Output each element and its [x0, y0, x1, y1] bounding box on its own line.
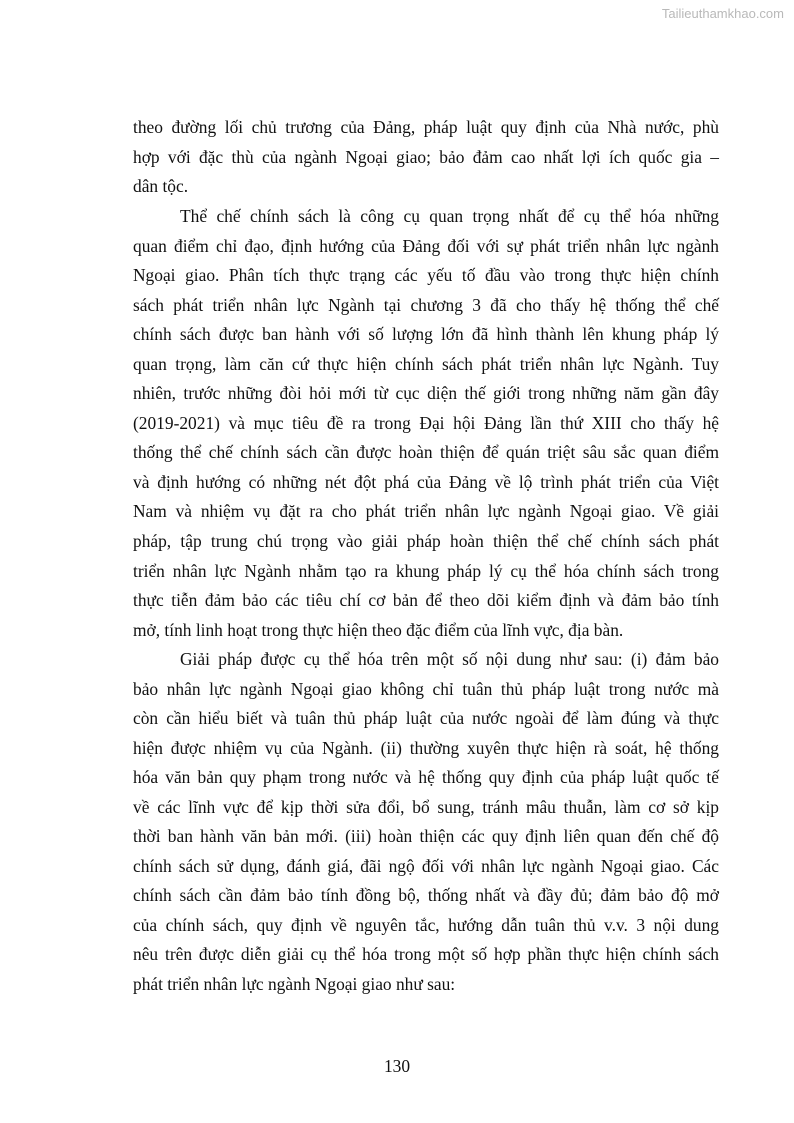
body-text-line: bảo nhân lực ngành Ngoại giao không chỉ tuân thủ pháp luật trong nước mà	[133, 679, 719, 699]
body-text-line: thực tiễn đảm bảo các tiêu chí cơ bản để theo dõi kiểm định và đảm bảo tính	[133, 590, 719, 610]
body-text-line: chính sách được ban hành với số lượng lớn đã hình thành lên khung pháp lý	[133, 324, 719, 344]
body-text-line: nhiên, trước những đòi hỏi mới từ cục diện thế giới trong những năm gần đây	[133, 383, 719, 403]
body-text-line: hợp với đặc thù của ngành Ngoại giao; bảo đảm cao nhất lợi ích quốc gia –	[133, 147, 719, 167]
body-text-line: pháp, tập trung chú trọng vào giải pháp hoàn thiện thể chế chính sách phát	[133, 531, 719, 551]
body-text-line: về các lĩnh vực để kịp thời sửa đổi, bổ sung, tránh mâu thuẫn, làm cơ sở kịp	[133, 797, 719, 817]
body-text-line: (2019-2021) và mục tiêu đề ra trong Đại hội Đảng lần thứ XIII cho thấy hệ	[133, 413, 719, 433]
body-text-line: quan trọng, làm căn cứ thực hiện chính sách phát triển nhân lực Ngành. Tuy	[133, 354, 719, 374]
watermark-text: Tailieuthamkhao.com	[661, 6, 784, 21]
body-text-line: Thể chế chính sách là công cụ quan trọng nhất để cụ thể hóa những	[180, 206, 719, 226]
body-text-line: quan điểm chỉ đạo, định hướng của Đảng đối với sự phát triển nhân lực ngành	[133, 236, 719, 256]
body-text-line: Ngoại giao. Phân tích thực trạng các yếu tố đầu vào trong thực hiện chính	[133, 265, 719, 285]
page-number: 130	[383, 1056, 411, 1076]
body-text-line: dân tộc.	[133, 176, 189, 196]
body-text-line: nêu trên được diễn giải cụ thể hóa trong một số hợp phần thực hiện chính sách	[133, 944, 719, 964]
body-text-line: sách phát triển nhân lực Ngành tại chương 3 đã cho thấy hệ thống thể chế	[133, 295, 719, 315]
body-text-line: hóa văn bản quy phạm trong nước và hệ thống quy định của pháp luật quốc tế	[133, 767, 719, 787]
body-text-line: thống thể chế chính sách cần được hoàn thiện để quán triệt sâu sắc quan điểm	[133, 442, 719, 462]
body-text-line: Nam và nhiệm vụ đặt ra cho phát triển nhân lực ngành Ngoại giao. Về giải	[133, 501, 719, 521]
body-text-line: thời ban hành văn bản mới. (iii) hoàn thiện các quy định liên quan đến chế độ	[133, 826, 719, 846]
body-text-line: còn cần hiểu biết và tuân thủ pháp luật của nước ngoài để làm đúng và thực	[133, 708, 719, 728]
body-text-line: triển nhân lực Ngành nhằm tạo ra khung pháp lý cụ thể hóa chính sách trong	[133, 561, 719, 581]
body-text-line: và định hướng có những nét đột phá của Đảng về lộ trình phát triển của Việt	[133, 472, 719, 492]
body-text-line: phát triển nhân lực ngành Ngoại giao như sau:	[133, 974, 456, 994]
body-text-line: hiện được nhiệm vụ của Ngành. (ii) thường xuyên thực hiện rà soát, hệ thống	[133, 738, 719, 758]
body-text-line: chính sách cần đảm bảo tính đồng bộ, thống nhất và đầy đủ; đảm bảo độ mở	[133, 885, 719, 905]
body-text-line: theo đường lối chủ trương của Đảng, pháp luật quy định của Nhà nước, phù	[133, 117, 719, 137]
body-text-line: của chính sách, quy định về nguyên tắc, hướng dẫn tuân thủ v.v. 3 nội dung	[133, 915, 719, 935]
body-text-line: mở, tính linh hoạt trong thực hiện theo đặc điểm của lĩnh vực, địa bàn.	[133, 620, 624, 640]
body-text-line: chính sách sử dụng, đánh giá, đãi ngộ đối với nhân lực ngành Ngoại giao. Các	[133, 856, 719, 876]
body-text-line: Giải pháp được cụ thể hóa trên một số nội dung như sau: (i) đảm bảo	[180, 649, 719, 669]
